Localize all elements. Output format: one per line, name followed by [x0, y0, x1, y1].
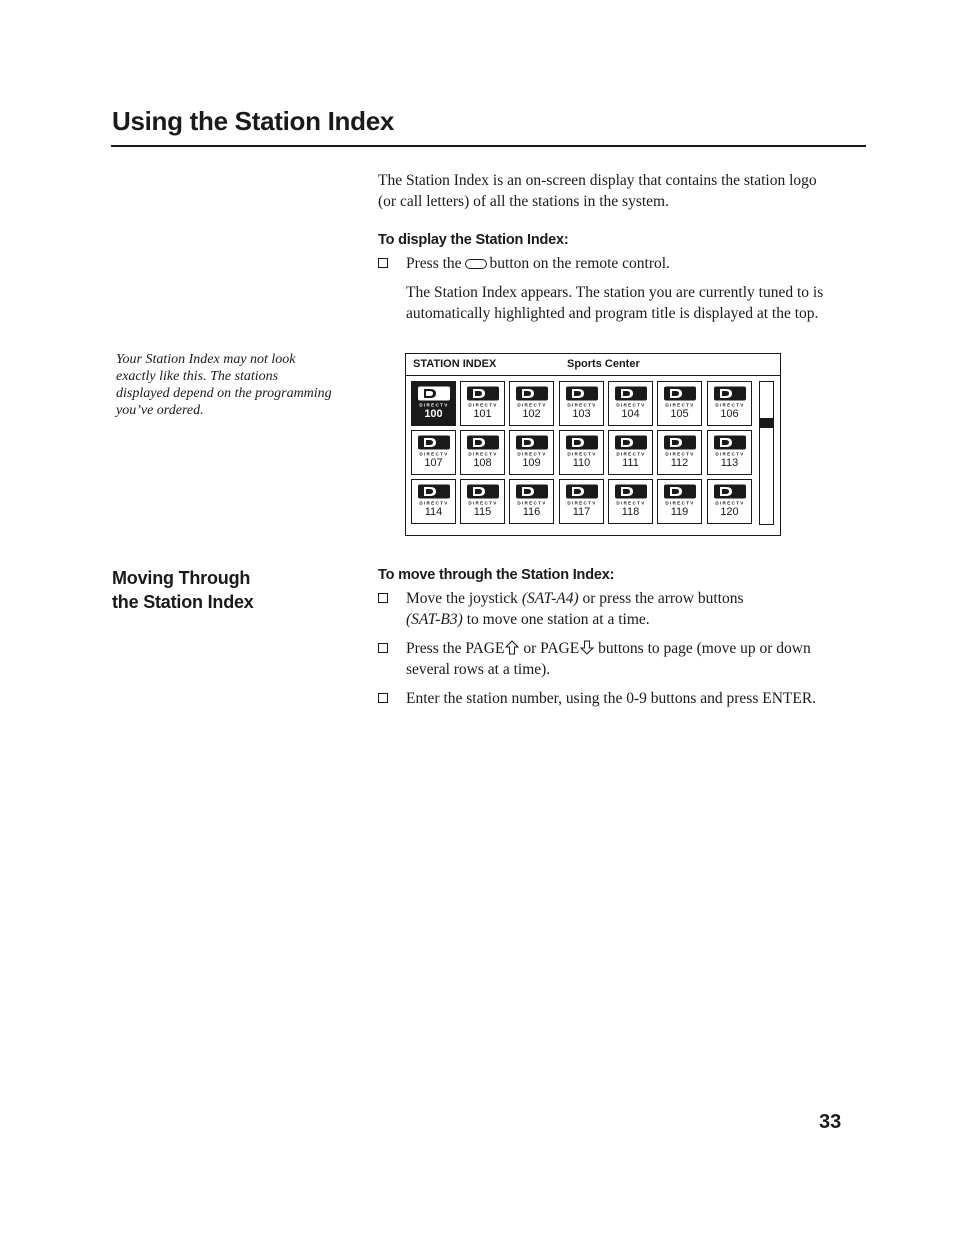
- station-index-header: [406, 354, 780, 376]
- directv-logo-icon: [416, 483, 452, 506]
- move-bullet-2-line-1: [406, 638, 868, 659]
- display-heading: To display the Station Index:: [378, 232, 569, 248]
- station-number: 110: [572, 457, 591, 469]
- station-index-scrollbar[interactable]: [759, 381, 774, 525]
- station-tile[interactable]: [460, 430, 505, 475]
- station-number: 108: [473, 457, 492, 469]
- move-heading: To move through the Station Index:: [378, 567, 615, 583]
- directv-logo-icon: [416, 434, 452, 457]
- station-number: 113: [720, 457, 739, 469]
- move-bullet-1: [406, 588, 868, 630]
- station-tile[interactable]: [707, 381, 752, 426]
- svg-text:DIRECTV: DIRECTV: [468, 500, 498, 506]
- bullet2-text-c: buttons to page (move up or down: [594, 640, 811, 657]
- directv-logo-icon: [662, 483, 698, 506]
- svg-text:DIRECTV: DIRECTV: [616, 451, 646, 457]
- bullet1-text-a: Move the joystick: [406, 590, 522, 607]
- station-tile[interactable]: [559, 479, 604, 524]
- station-tile[interactable]: [509, 381, 554, 426]
- svg-text:DIRECTV: DIRECTV: [715, 451, 745, 457]
- directv-logo-icon: [712, 385, 748, 408]
- station-number: 118: [621, 506, 640, 518]
- result-line-1: The Station Index appears. The station you are currently tuned to is: [406, 284, 824, 301]
- bullet2-text-b: or PAGE: [519, 640, 580, 657]
- directv-logo-icon: [514, 385, 550, 408]
- directv-logo-icon: [514, 434, 550, 457]
- svg-text:DIRECTV: DIRECTV: [468, 402, 498, 408]
- page-up-arrow-icon: [505, 640, 519, 655]
- program-title: Sports Center: [567, 358, 640, 370]
- checkbox-bullet-icon: [378, 258, 388, 268]
- station-tile[interactable]: [608, 430, 653, 475]
- svg-text:DIRECTV: DIRECTV: [665, 402, 695, 408]
- station-tile[interactable]: [411, 479, 456, 524]
- side-note: [116, 351, 346, 419]
- svg-text:DIRECTV: DIRECTV: [616, 402, 646, 408]
- title-rule: [111, 145, 866, 147]
- display-result: [406, 282, 868, 324]
- directv-logo-icon: [712, 434, 748, 457]
- station-tile[interactable]: [707, 430, 752, 475]
- svg-text:DIRECTV: DIRECTV: [567, 500, 597, 506]
- moving-side-heading-line-2: the Station Index: [112, 592, 254, 612]
- station-number: 114: [424, 506, 443, 518]
- page-title: Using the Station Index: [112, 106, 395, 136]
- svg-text:DIRECTV: DIRECTV: [517, 451, 547, 457]
- station-number: 107: [424, 457, 443, 469]
- station-index-panel: [405, 353, 781, 536]
- directv-logo-icon: [465, 385, 501, 408]
- station-number: 111: [622, 457, 639, 469]
- directv-logo-icon: [613, 434, 649, 457]
- move-bullet-2: [406, 638, 868, 680]
- directv-logo-icon: [662, 385, 698, 408]
- page-down-arrow-icon: [580, 640, 594, 655]
- svg-text:DIRECTV: DIRECTV: [517, 402, 547, 408]
- remote-button-icon: [465, 259, 487, 269]
- directv-logo-icon: [564, 434, 600, 457]
- intro-paragraph: [378, 170, 868, 212]
- station-number: 102: [522, 408, 541, 420]
- result-line-2: automatically highlighted and program title is displayed at the top.: [406, 305, 819, 322]
- bullet1-text-c: or press the arrow buttons: [578, 590, 744, 607]
- station-number: 101: [473, 408, 492, 420]
- station-tile[interactable]: [460, 479, 505, 524]
- station-number: 119: [670, 506, 689, 518]
- directv-logo-icon: [465, 434, 501, 457]
- step1-before: Press the: [406, 255, 462, 272]
- display-step-1: [406, 253, 868, 274]
- station-tile[interactable]: [608, 479, 653, 524]
- station-number: 105: [670, 408, 689, 420]
- joystick-ref: (SAT-A4): [521, 590, 579, 607]
- svg-text:DIRECTV: DIRECTV: [567, 451, 597, 457]
- directv-logo-icon: [416, 385, 452, 408]
- station-tile[interactable]: [608, 381, 653, 426]
- station-number: 104: [621, 408, 640, 420]
- moving-side-heading-line-1: Moving Through: [112, 568, 251, 588]
- move-bullet-2-line-2: several rows at a time).: [406, 661, 551, 678]
- directv-logo-icon: [564, 483, 600, 506]
- svg-text:DIRECTV: DIRECTV: [468, 451, 498, 457]
- svg-text:DIRECTV: DIRECTV: [616, 500, 646, 506]
- station-tile[interactable]: [657, 430, 702, 475]
- station-tile[interactable]: [509, 479, 554, 524]
- directv-logo-icon: [613, 385, 649, 408]
- svg-text:DIRECTV: DIRECTV: [419, 402, 449, 408]
- checkbox-bullet-icon: [378, 593, 388, 603]
- station-number: 115: [473, 506, 492, 518]
- svg-text:DIRECTV: DIRECTV: [665, 500, 695, 506]
- station-tile[interactable]: [411, 430, 456, 475]
- svg-text:DIRECTV: DIRECTV: [715, 500, 745, 506]
- svg-text:DIRECTV: DIRECTV: [665, 451, 695, 457]
- checkbox-bullet-icon: [378, 643, 388, 653]
- station-tile-selected[interactable]: [411, 381, 456, 426]
- intro-line-2: (or call letters) of all the stations in the system.: [378, 193, 669, 210]
- moving-side-heading: [112, 566, 254, 614]
- move-bullet-3: Enter the station number, using the 0-9 buttons and press ENTER.: [406, 690, 817, 707]
- side-note-line-1: Your Station Index may not look: [116, 352, 296, 367]
- svg-text:DIRECTV: DIRECTV: [517, 500, 547, 506]
- directv-logo-icon: [564, 385, 600, 408]
- side-note-line-4: you’ve ordered.: [116, 403, 204, 418]
- svg-text:DIRECTV: DIRECTV: [715, 402, 745, 408]
- bullet2-text-a: Press the PAGE: [406, 640, 505, 657]
- station-index-label: STATION INDEX: [413, 358, 497, 370]
- station-number: 106: [720, 408, 739, 420]
- station-tile[interactable]: [657, 381, 702, 426]
- scrollbar-thumb[interactable]: [760, 418, 773, 428]
- station-tile[interactable]: [657, 479, 702, 524]
- station-number: 120: [720, 506, 739, 518]
- move-bullet-1-line-1: [406, 588, 868, 609]
- station-tile[interactable]: [707, 479, 752, 524]
- station-tile[interactable]: [559, 430, 604, 475]
- intro-line-1: The Station Index is an on-screen display that contains the station logo: [378, 172, 817, 189]
- svg-text:DIRECTV: DIRECTV: [567, 402, 597, 408]
- directv-logo-icon: [514, 483, 550, 506]
- bullet1-text-e: to move one station at a time.: [462, 611, 650, 628]
- station-number: 109: [522, 457, 541, 469]
- side-note-line-2: exactly like this. The stations: [116, 369, 279, 384]
- station-tile[interactable]: [509, 430, 554, 475]
- station-number: 100: [424, 408, 443, 420]
- directv-logo-icon: [712, 483, 748, 506]
- station-tile[interactable]: [559, 381, 604, 426]
- svg-text:DIRECTV: DIRECTV: [419, 451, 449, 457]
- directv-logo-icon: [465, 483, 501, 506]
- directv-logo-icon: [662, 434, 698, 457]
- station-number: 116: [522, 506, 541, 518]
- station-number: 117: [572, 506, 591, 518]
- svg-text:DIRECTV: DIRECTV: [419, 500, 449, 506]
- station-number: 112: [670, 457, 689, 469]
- checkbox-bullet-icon: [378, 693, 388, 703]
- station-number: 103: [572, 408, 591, 420]
- move-bullet-1-line-2: [406, 609, 868, 630]
- station-tile[interactable]: [460, 381, 505, 426]
- page-number: 33: [819, 1111, 842, 1133]
- arrow-buttons-ref: (SAT-B3): [406, 611, 463, 628]
- step1-after: button on the remote control.: [489, 255, 670, 272]
- directv-logo-icon: [613, 483, 649, 506]
- side-note-line-3: displayed depend on the programming: [116, 386, 332, 401]
